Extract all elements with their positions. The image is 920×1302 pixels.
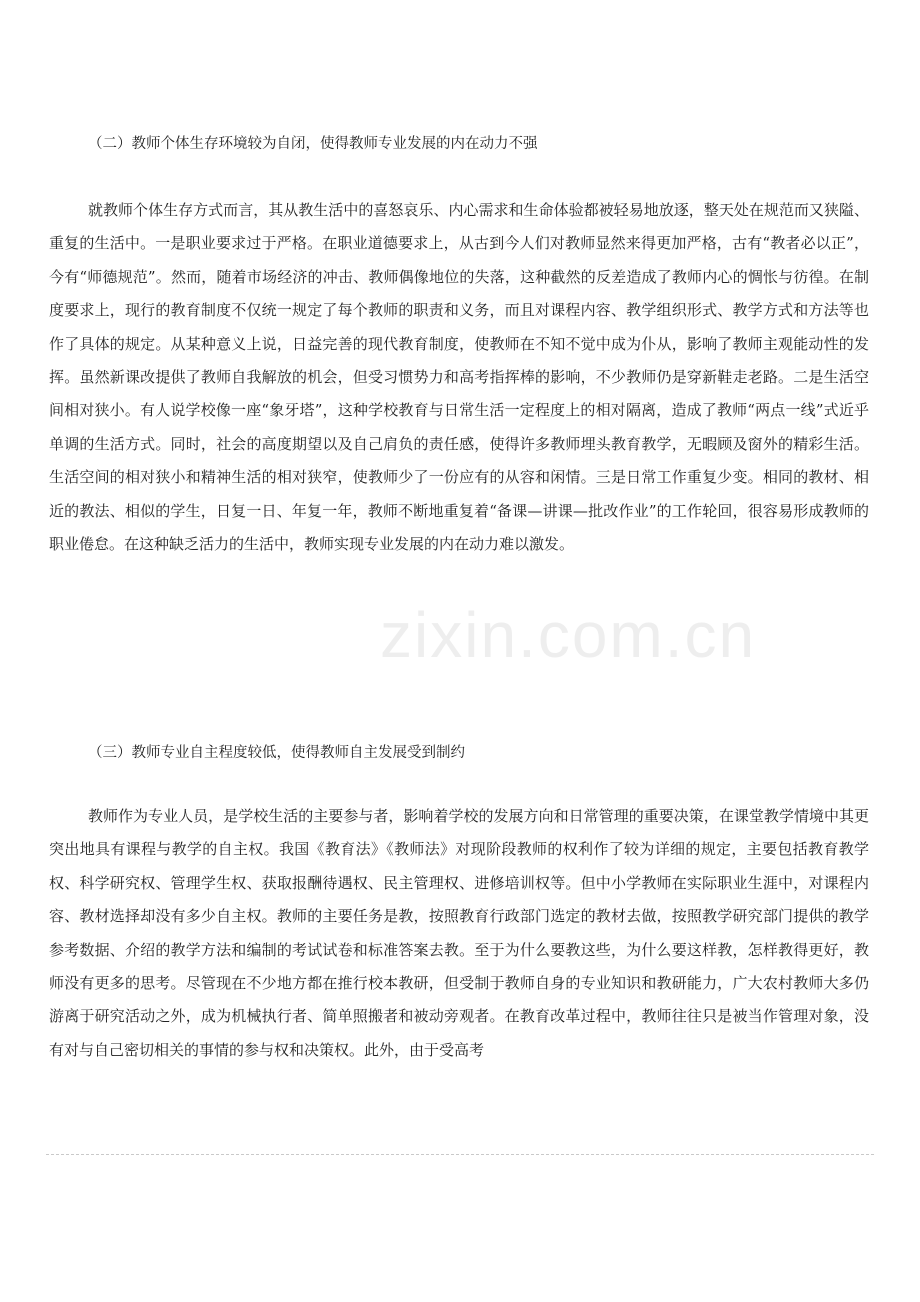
section-heading-3: （三）教师专业自主程度较低，使得教师自主发展受到制约	[88, 745, 465, 761]
section-body-3: 教师作为专业人员，是学校生活的主要参与者，影响着学校的发展方向和日常管理的重要决策，在课堂教学情境中其更突出地具有课程与教学的自主权。我国《教育法》《教师法》对现阶段教师的权利作了较为详细的规定，主要包括教育教学权、科学研究权、管理学生权、获取报酬待遇权、民主管理权、进修培训权等。但中小学教师在实际职业生涯中，对课程内容、教材选择却没有多少自主权。教师的主要任务是教，按照教育行政部门选定的教材去做，按照教学研究部门提供的教学参考数据、介绍的教学方法和编制的考试试卷和标准答案去教。至于为什么要教这些，为什么要这样教，怎样教得更好，教师没有更多的思考。尽管现在不少地方都在推行校本教研，但受制于教师自身的专业知识和教研能力，广大农村教师大多仍游离于研究活动之外，成为机械执行者、简单照搬者和被动旁观者。在教育改革过程中，教师往往只是被当作管理对象，没有对与自己密切相关的事情的参与权和决策权。此外，由于受高考	[49, 807, 869, 1059]
watermark-text: zixin.com.cn	[380, 599, 757, 671]
page-break-divider	[46, 1154, 874, 1155]
section-body-2: 就教师个体生存方式而言，其从教生活中的喜怒哀乐、内心需求和生命体验都被轻易地放逐，整天处在规范而又狭隘、重复的生活中。一是职业要求过于严格。在职业道德要求上，从古到今人们对教师显然来得更加严格，古有“教者必以正”，今有“师德规范”。然而，随着市场经济的冲击、教师偶像地位的失落，这种截然的反差造成了教师内心的惆怅与彷徨。在制度要求上，现行的教育制度不仅统一规定了每个教师的职责和义务，而且对课程内容、教学组织形式、教学方式和方法等也作了具体的规定。从某种意义上说，日益完善的现代教育制度，使教师在不知不觉中成为仆从，影响了教师主观能动性的发挥。虽然新课改提供了教师自我解放的机会，但受习惯势力和高考指挥棒的影响，不少教师仍是穿新鞋走老路。二是生活空间相对狭小。有人说学校像一座“象牙塔”，这种学校教育与日常生活一定程度上的相对隔离，造成了教师“两点一线”式近乎单调的生活方式。同时，社会的高度期望以及自己肩负的责任感，使得许多教师埋头教育教学，无暇顾及窗外的精彩生活。生活空间的相对狭小和精神生活的相对狭窄，使教师少了一份应有的从容和闲情。三是日常工作重复少变。相同的教材、相近的教法、相似的学生，日复一日、年复一年，教师不断地重复着“备课—讲课—批改作业”的工作轮回，很容易形成教师的职业倦怠。在这种缺乏活力的生活中，教师实现专业发展的内在动力难以激发。	[49, 201, 869, 554]
section-heading-2: （二）教师个体生存环境较为自闭，使得教师专业发展的内在动力不强	[88, 136, 538, 152]
